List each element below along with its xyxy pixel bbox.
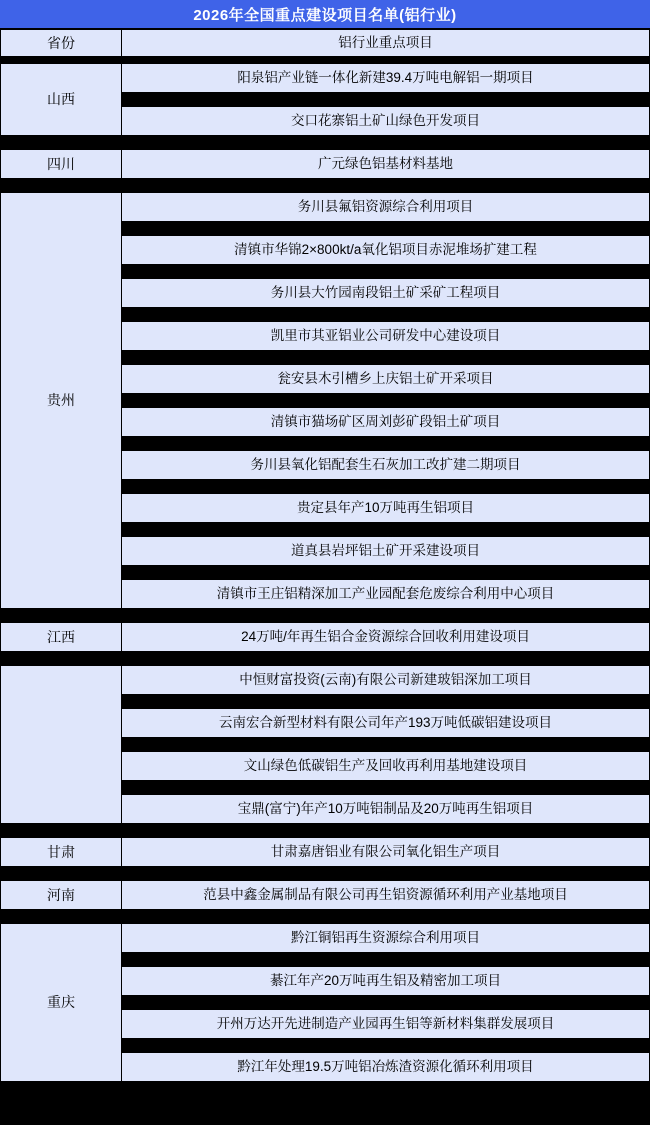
projects-table-body xyxy=(0,63,650,1095)
project-cell: 交口花寨铝土矿山绿色开发项目 xyxy=(122,107,650,136)
province-cell: 江西 xyxy=(1,623,122,652)
province-cell: 四川 xyxy=(1,150,122,179)
group-gap-cell xyxy=(122,136,650,150)
table-row xyxy=(1,666,650,695)
group-gap xyxy=(1,136,650,150)
project-cell: 黔江年处理19.5万吨铝冶炼渣资源化循环利用项目 xyxy=(122,1053,650,1082)
row-gap-cell xyxy=(122,781,650,795)
province-cell: 重庆 xyxy=(1,924,122,1082)
table-row xyxy=(1,838,650,867)
project-cell: 清镇市华锦2×800kt/a氧化铝项目赤泥堆场扩建工程 xyxy=(122,236,650,265)
province-cell: 山西 xyxy=(1,64,122,136)
project-cell: 云南宏合新型材料有限公司年产193万吨低碳铝建设项目 xyxy=(122,709,650,738)
project-cell: 务川县大竹园南段铝土矿采矿工程项目 xyxy=(122,279,650,308)
table-row xyxy=(1,623,650,652)
project-cell: 甘肃嘉唐铝业有限公司氧化铝生产项目 xyxy=(122,838,650,867)
table-row xyxy=(1,150,650,179)
group-gap xyxy=(1,1082,650,1096)
projects-table xyxy=(0,29,650,57)
project-cell: 文山绿色低碳铝生产及回收再利用基地建设项目 xyxy=(122,752,650,781)
project-cell: 瓮安县木引槽乡上庆铝土矿开采项目 xyxy=(122,365,650,394)
group-gap-cell xyxy=(1,824,122,838)
project-cell: 清镇市王庄铝精深加工产业园配套危废综合利用中心项目 xyxy=(122,580,650,609)
project-cell: 清镇市猫场矿区周刘彭矿段铝土矿项目 xyxy=(122,408,650,437)
group-gap xyxy=(1,910,650,924)
group-gap-cell xyxy=(122,179,650,193)
row-gap-cell xyxy=(122,738,650,752)
project-cell: 务川县氟铝资源综合利用项目 xyxy=(122,193,650,222)
row-gap-cell xyxy=(122,222,650,236)
project-cell: 广元绿色铝基材料基地 xyxy=(122,150,650,179)
project-cell: 黔江铜铝再生资源综合利用项目 xyxy=(122,924,650,953)
page-title: 2026年全国重点建设项目名单(铝行业) xyxy=(0,0,650,29)
column-header-project: 铝行业重点项目 xyxy=(122,30,650,57)
row-gap-cell xyxy=(122,1039,650,1053)
row-gap-cell xyxy=(122,308,650,322)
group-gap-cell xyxy=(1,652,122,666)
row-gap-cell xyxy=(122,437,650,451)
table-header-row xyxy=(1,30,650,57)
table-row xyxy=(1,881,650,910)
row-gap-cell xyxy=(122,996,650,1010)
group-gap-cell xyxy=(1,136,122,150)
table-row xyxy=(1,193,650,222)
group-gap xyxy=(1,652,650,666)
row-gap-cell xyxy=(122,523,650,537)
column-header-province: 省份 xyxy=(1,30,122,57)
table-row xyxy=(1,924,650,953)
group-gap-cell xyxy=(122,824,650,838)
project-cell: 道真县岩坪铝土矿开采建设项目 xyxy=(122,537,650,566)
group-gap-cell xyxy=(122,652,650,666)
table-row xyxy=(1,64,650,93)
group-gap xyxy=(1,609,650,623)
project-cell: 宝鼎(富宁)年产10万吨铝制品及20万吨再生铝项目 xyxy=(122,795,650,824)
project-cell: 綦江年产20万吨再生铝及精密加工项目 xyxy=(122,967,650,996)
row-gap-cell xyxy=(122,480,650,494)
group-gap-cell xyxy=(1,910,122,924)
project-cell: 阳泉铝产业链一体化新建39.4万吨电解铝一期项目 xyxy=(122,64,650,93)
table-rows-container xyxy=(1,64,650,1096)
row-gap-cell xyxy=(122,695,650,709)
row-gap-cell xyxy=(122,265,650,279)
group-gap xyxy=(1,824,650,838)
row-gap-cell xyxy=(122,93,650,107)
group-gap xyxy=(1,179,650,193)
project-cell: 中恒财富投资(云南)有限公司新建玻铝深加工项目 xyxy=(122,666,650,695)
group-gap-cell xyxy=(122,910,650,924)
project-cell: 范县中鑫金属制品有限公司再生铝资源循环利用产业基地项目 xyxy=(122,881,650,910)
group-gap-cell xyxy=(1,609,122,623)
group-gap-cell xyxy=(122,867,650,881)
table-body xyxy=(1,30,650,57)
project-cell: 开州万达开先进制造产业园再生铝等新材料集群发展项目 xyxy=(122,1010,650,1039)
province-cell xyxy=(1,666,122,824)
project-cell: 贵定县年产10万吨再生铝项目 xyxy=(122,494,650,523)
province-cell: 甘肃 xyxy=(1,838,122,867)
province-cell: 贵州 xyxy=(1,193,122,609)
group-gap-cell xyxy=(1,179,122,193)
row-gap-cell xyxy=(122,566,650,580)
project-cell: 凯里市其亚铝业公司研发中心建设项目 xyxy=(122,322,650,351)
project-cell: 务川县氧化铝配套生石灰加工改扩建二期项目 xyxy=(122,451,650,480)
project-cell: 24万吨/年再生铝合金资源综合回收利用建设项目 xyxy=(122,623,650,652)
row-gap-cell xyxy=(122,394,650,408)
province-cell: 河南 xyxy=(1,881,122,910)
group-gap-cell xyxy=(1,867,122,881)
group-gap-cell xyxy=(122,1082,650,1096)
row-gap-cell xyxy=(122,351,650,365)
row-gap-cell xyxy=(122,953,650,967)
group-gap-cell xyxy=(1,1082,122,1096)
group-gap-cell xyxy=(122,609,650,623)
group-gap xyxy=(1,867,650,881)
